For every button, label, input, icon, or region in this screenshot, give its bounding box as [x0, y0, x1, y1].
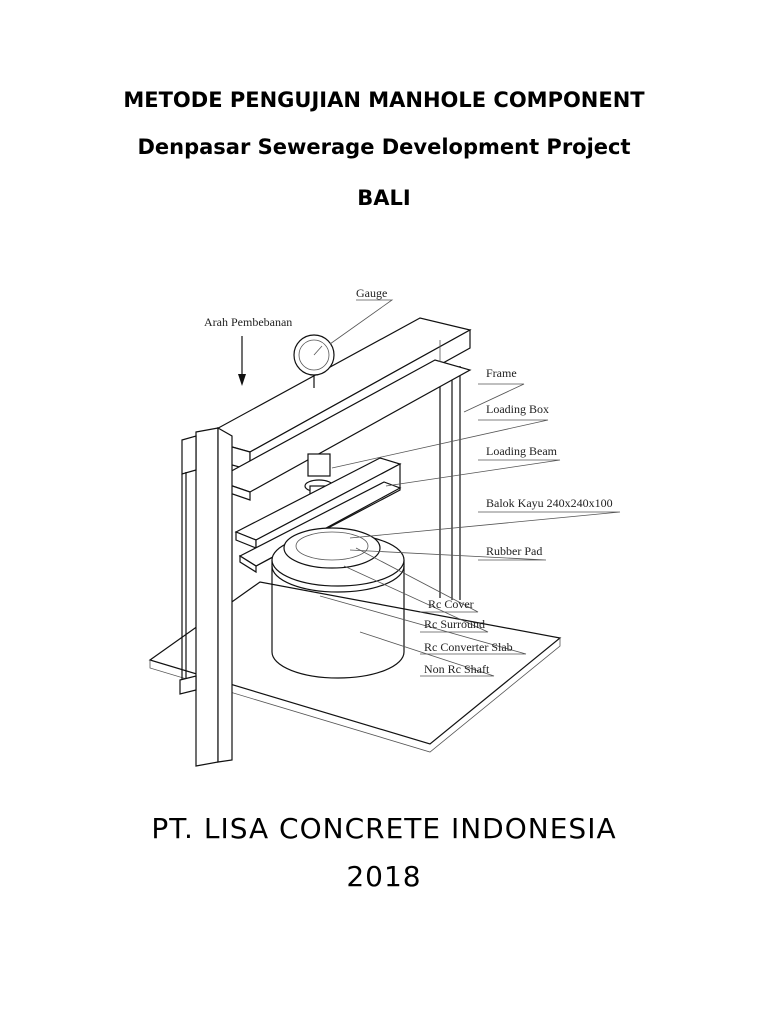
label-rc-cover: Rc Cover — [428, 597, 474, 611]
label-gauge: Gauge — [356, 286, 388, 300]
label-timber-block: Balok Kayu 240x240x100 — [486, 496, 613, 510]
project-location: BALI — [357, 186, 411, 210]
frame-front-column — [180, 428, 232, 766]
project-name: Denpasar Sewerage Development Project — [137, 135, 631, 159]
company-name: PT. LISA CONCRETE INDONESIA — [151, 812, 617, 845]
label-rubber-pad: Rubber Pad — [486, 544, 543, 558]
label-loading-box: Loading Box — [486, 402, 549, 416]
label-frame: Frame — [486, 366, 517, 380]
document-title: METODE PENGUJIAN MANHOLE COMPONENT — [123, 88, 645, 112]
frame-rear-column — [440, 366, 460, 600]
manhole-stack — [272, 528, 404, 678]
label-rc-surround: Rc Surround — [424, 617, 485, 631]
label-load-direction: Arah Pembebanan — [204, 315, 293, 329]
label-rc-converter-slab: Rc Converter Slab — [424, 640, 513, 654]
document-year: 2018 — [346, 860, 422, 893]
load-direction-arrow-icon — [238, 336, 246, 386]
label-loading-beam: Loading Beam — [486, 444, 557, 458]
frame-top-beam — [200, 318, 470, 500]
label-non-rc-shaft: Non Rc Shaft — [424, 662, 490, 676]
